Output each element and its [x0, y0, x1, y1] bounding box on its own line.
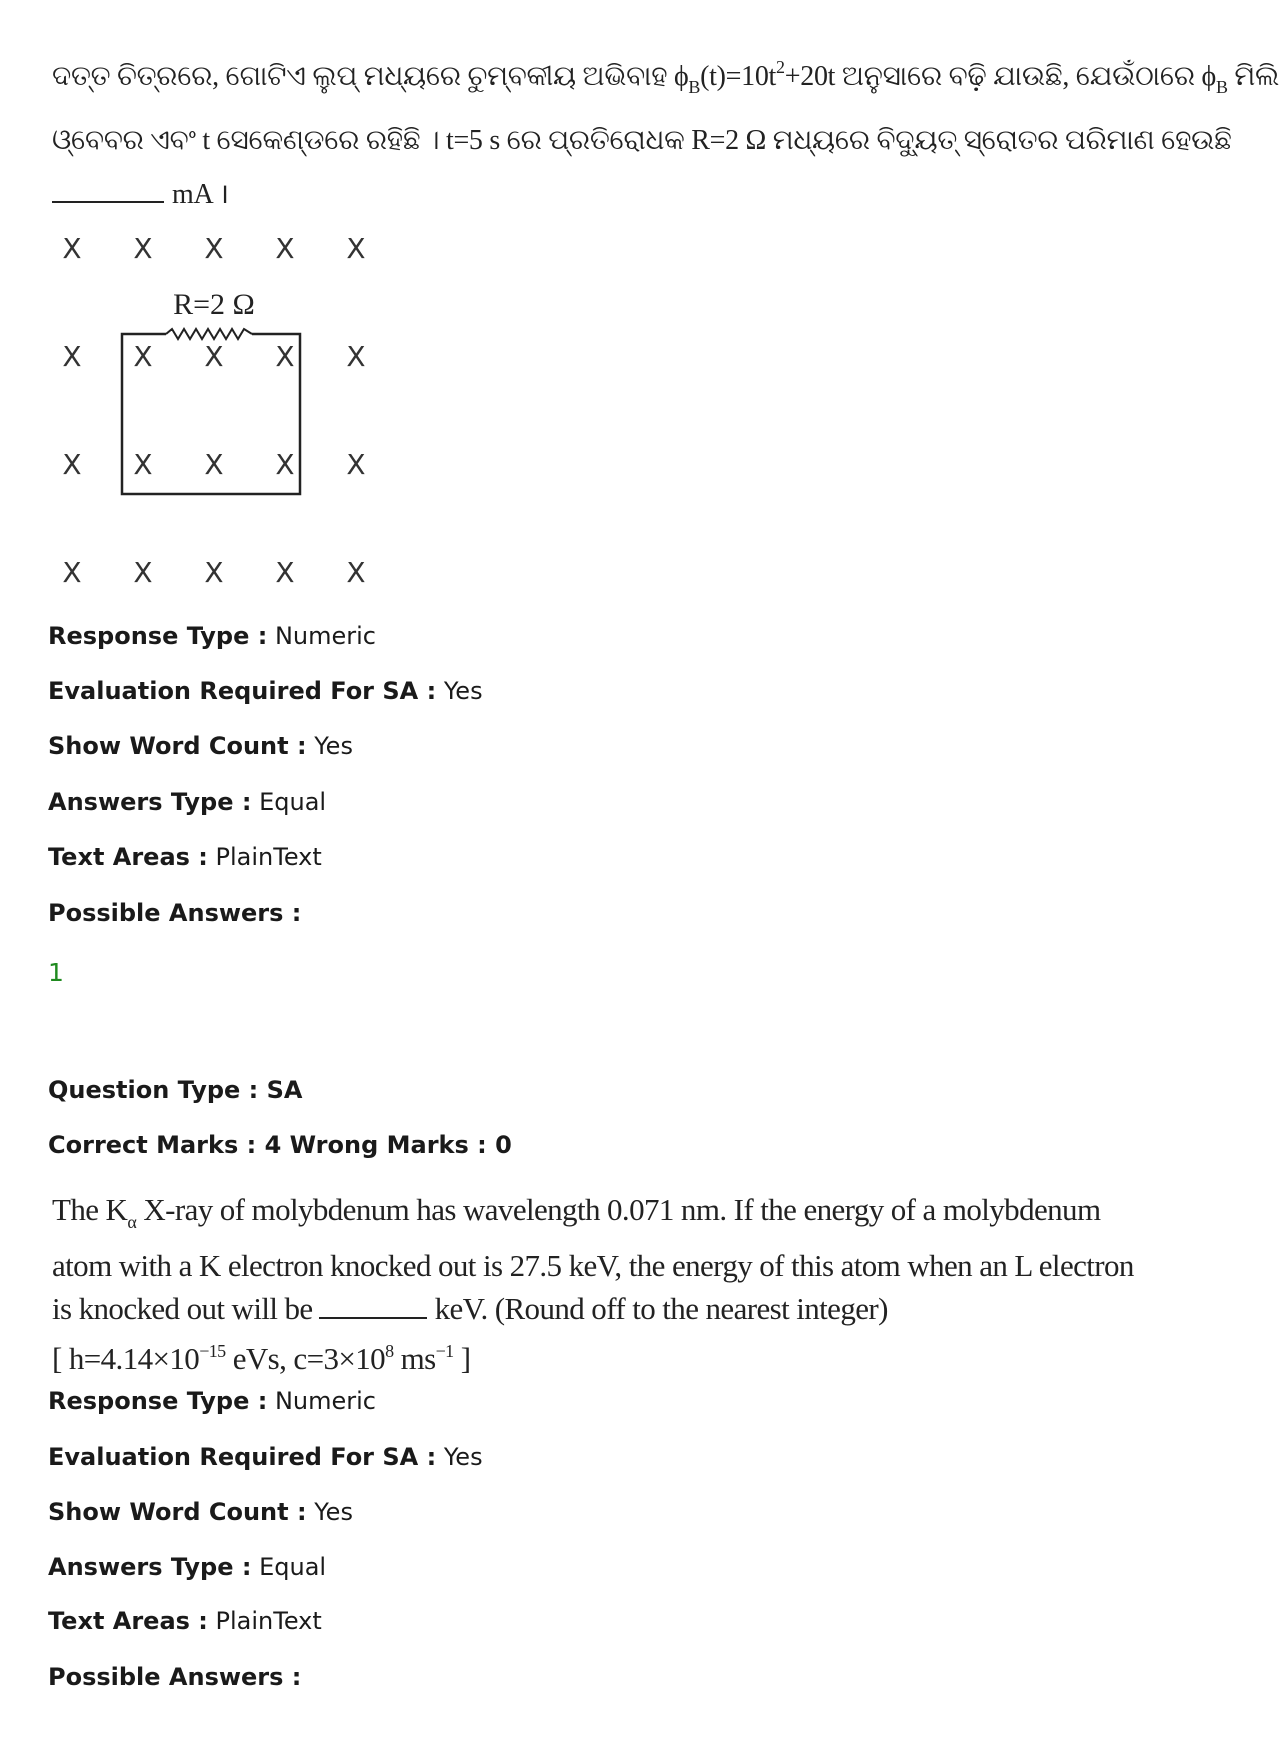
field-cross: X: [133, 232, 153, 265]
field-cross: X: [346, 556, 366, 589]
field-row: [48, 1497, 353, 1527]
field-value: Yes: [443, 677, 483, 705]
question2-line-2: atom with a K electron knocked out is 27.5 keV, the energy of this atom when an L electron: [52, 1248, 1134, 1283]
field-cross: X: [275, 232, 295, 265]
field-cross: X: [275, 556, 295, 589]
question2-line-3: is knocked out will be keV. (Round off to the nearest integer): [52, 1291, 888, 1326]
question-type: Question Type : SA: [48, 1076, 303, 1104]
field-cross: X: [133, 556, 153, 589]
field-cross: X: [62, 340, 82, 373]
field-cross: X: [62, 556, 82, 589]
field-key: Evaluation Required For SA :: [48, 1443, 437, 1471]
field-cross: X: [275, 448, 295, 481]
field-key: Text Areas :: [48, 1607, 208, 1635]
field-key: Response Type :: [48, 622, 268, 650]
field-cross: X: [133, 340, 153, 373]
field-row: [48, 621, 376, 651]
question2-text: [52, 1188, 1134, 1380]
field-row: [48, 1662, 301, 1692]
field-row: [48, 842, 322, 872]
field-key: Show Word Count :: [48, 732, 307, 760]
field-row: [48, 1552, 326, 1582]
question1-line-1: ଦତ୍ତ ଚିତ୍ରରେ, ଗୋଟିଏ ଲୁପ୍ ମଧ୍ୟରେ ଚୁମ୍ବକୀୟ ଅଭିବାହ $\phi_B(t)=10t^2+20t$ ଅନୁସାରେ ବଢ଼ି ଯାଉଛି, ଯେଉଁଠାରେ $\phi_B$ ମିଲି: [52, 57, 1279, 97]
field-key: Possible Answers :: [48, 1663, 302, 1691]
field-cross: X: [275, 340, 295, 373]
field-row: [48, 731, 353, 761]
field-value: PlainText: [215, 1607, 322, 1635]
field-value: Equal: [259, 788, 327, 816]
field-cross: X: [204, 340, 224, 373]
field-cross: X: [133, 448, 153, 481]
field-value: Yes: [314, 1498, 353, 1526]
resistor-label: R=2 Ω: [173, 288, 255, 321]
field-key: Answers Type :: [48, 1553, 252, 1581]
field-key: Possible Answers :: [48, 899, 302, 927]
field-key: Show Word Count :: [48, 1498, 307, 1526]
possible-answer-value: 1: [48, 958, 64, 987]
field-key: Answers Type :: [48, 788, 252, 816]
question2-line-4: [ $h=4.14\times 10^{-15}$ eVs, $c=3\times 10^8$ $ms^{-1}$ ]: [52, 1341, 471, 1376]
field-cross: X: [62, 448, 82, 481]
field-cross: X: [346, 448, 366, 481]
question1-text: [52, 40, 1279, 222]
field-row: [48, 1386, 376, 1416]
question1-line-3: mA ।: [52, 168, 952, 222]
field-value: Numeric: [274, 1387, 376, 1415]
field-value: Numeric: [274, 622, 376, 650]
field-row: [48, 676, 483, 706]
field-value: Yes: [314, 732, 353, 760]
field-cross: X: [62, 232, 82, 265]
question1-line-2: ଓ୍ବେବର ଏବଂ t ସେକେଣ୍ଡରେ ରହିଛି । t=5 s ରେ ପ୍ରତିରୋଧକ R=2 Ω ମଧ୍ୟରେ ବିଦ୍ୟୁତ୍ ସ୍ରୋତର ପରିମାଣ ହେଉଛି: [52, 125, 1232, 156]
field-value: Yes: [443, 1443, 483, 1471]
answer-blank: [319, 1291, 427, 1319]
magnetic-field-crosses: [62, 232, 365, 589]
field-row: [48, 898, 301, 928]
field-cross: X: [204, 556, 224, 589]
circuit-diagram: [50, 230, 390, 610]
field-value: PlainText: [215, 843, 322, 871]
field-key: Response Type :: [48, 1387, 268, 1415]
field-value: Equal: [259, 1553, 327, 1581]
field-row: [48, 1606, 322, 1636]
field-cross: X: [346, 340, 366, 373]
question2-line-1: The $K_\alpha$ X-ray of molybdenum has wavelength 0.071 nm. If the energy of a molybdenum: [52, 1192, 1101, 1232]
answer-blank: [52, 177, 164, 203]
field-row: [48, 787, 326, 817]
field-row: [48, 1442, 483, 1472]
field-cross: X: [346, 232, 366, 265]
field-key: Text Areas :: [48, 843, 208, 871]
field-cross: X: [204, 448, 224, 481]
field-cross: X: [204, 232, 224, 265]
field-key: Evaluation Required For SA :: [48, 677, 437, 705]
marks-line: Correct Marks : 4 Wrong Marks : 0: [48, 1131, 512, 1159]
